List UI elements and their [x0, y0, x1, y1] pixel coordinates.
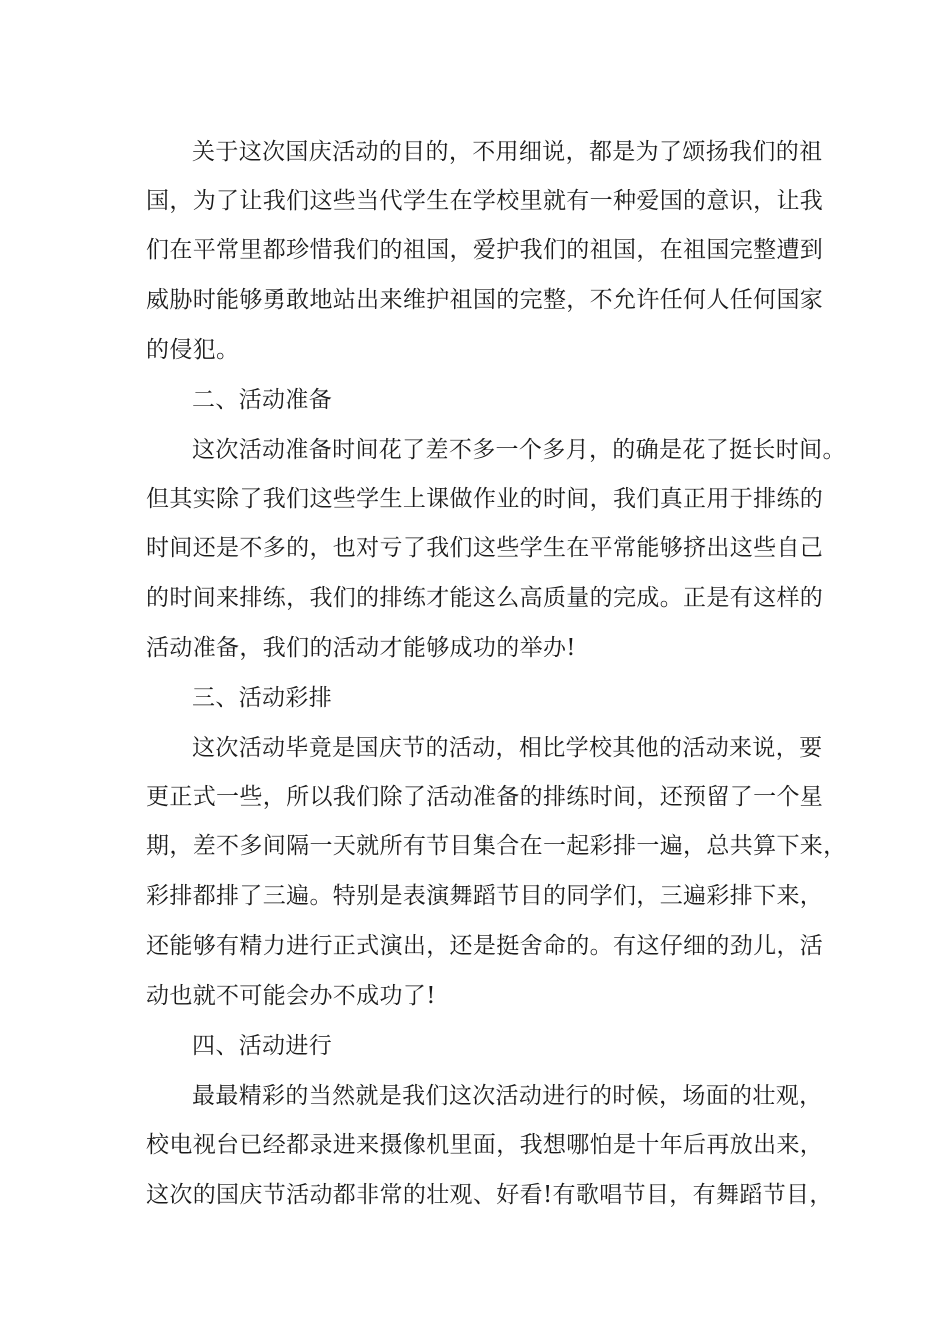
paragraph-line: 国，为了让我们这些当代学生在学校里就有一种爱国的意识，让我	[146, 188, 824, 214]
paragraph-line: 活动准备，我们的活动才能够成功的举办!	[146, 635, 576, 661]
paragraph-line: 这次的国庆节活动都非常的壮观、好看!有歌唱节目，有舞蹈节目，	[146, 1182, 833, 1208]
section-heading: 四、活动进行	[192, 1033, 333, 1059]
paragraph-line: 的时间来排练，我们的排练才能这么高质量的完成。正是有这样的	[146, 585, 824, 611]
paragraph-line: 动也就不可能会办不成功了!	[146, 983, 436, 1009]
paragraph-line: 这次活动准备时间花了差不多一个多月，的确是花了挺长时间。	[192, 437, 846, 463]
paragraph-line: 还能够有精力进行正式演出，还是挺舍命的。有这仔细的劲儿，活	[146, 933, 824, 959]
paragraph-line: 校电视台已经都录进来摄像机里面，我想哪怕是十年后再放出来，	[146, 1132, 824, 1158]
paragraph-line: 关于这次国庆活动的目的，不用细说，都是为了颂扬我们的祖	[192, 139, 823, 165]
paragraph-line: 威胁时能够勇敢地站出来维护祖国的完整，不允许任何人任何国家	[146, 287, 824, 313]
paragraph-line: 们在平常里都珍惜我们的祖国，爱护我们的祖国，在祖国完整遭到	[146, 237, 824, 263]
paragraph-line: 的侵犯。	[146, 337, 240, 363]
paragraph-line: 时间还是不多的，也对亏了我们这些学生在平常能够挤出这些自己	[146, 535, 824, 561]
paragraph-line: 最最精彩的当然就是我们这次活动进行的时候，场面的壮观，	[192, 1083, 823, 1109]
section-heading: 二、活动准备	[192, 387, 333, 413]
paragraph-line: 彩排都排了三遍。特别是表演舞蹈节目的同学们，三遍彩排下来，	[146, 883, 824, 909]
paragraph-line: 但其实除了我们这些学生上课做作业的时间，我们真正用于排练的	[146, 486, 824, 512]
section-heading: 三、活动彩排	[192, 685, 333, 711]
paragraph-line: 更正式一些，所以我们除了活动准备的排练时间，还预留了一个星	[146, 784, 824, 810]
paragraph-line: 期，差不多间隔一天就所有节目集合在一起彩排一遍，总共算下来，	[146, 833, 847, 859]
paragraph-line: 这次活动毕竟是国庆节的活动，相比学校其他的活动来说，要	[192, 735, 823, 761]
